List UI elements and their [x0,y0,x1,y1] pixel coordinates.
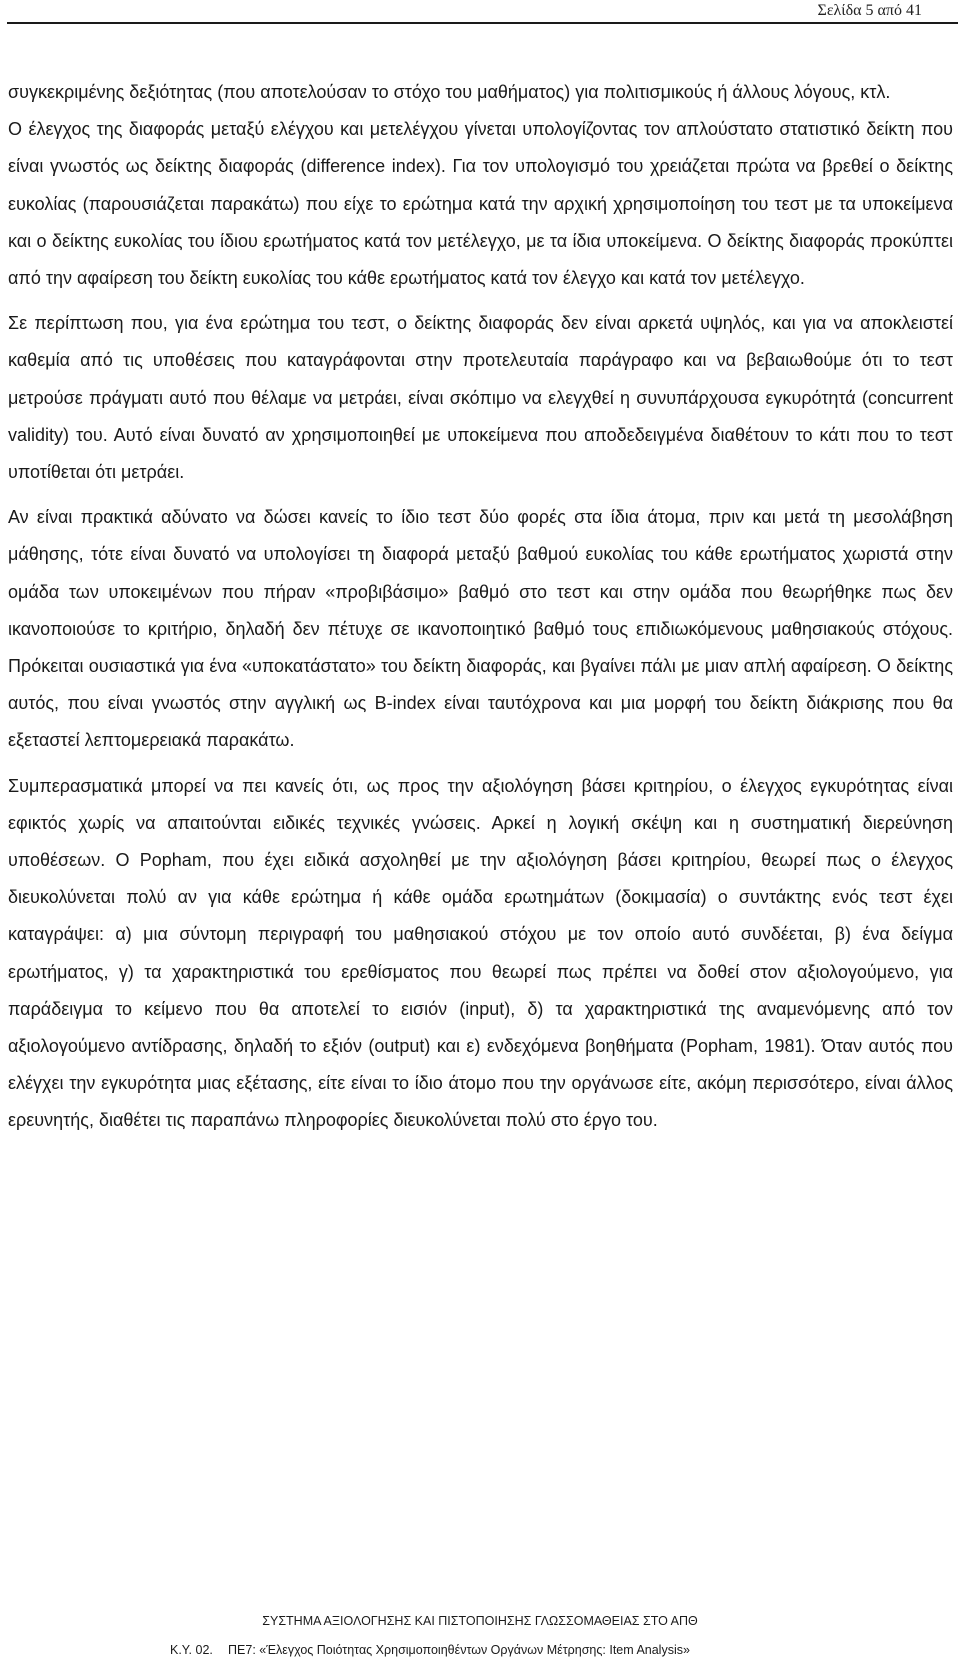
paragraph-conclusion: Συμπερασματικά μπορεί να πει κανείς ότι, ως προς την αξιολόγηση βάσει κριτηρίου, ο έλεγχος εγκυρότητας είναι εφικτός χωρίς να απαιτούνται ειδικές τεχνικές γνώσεις. Αρκεί η λογική σκέψη και η συστηματική διερεύνηση υποθέσεων. Ο Popham, που έχει ειδικά ασχοληθεί με την αξιολόγηση βάσει κριτηρίου, θεωρεί πως ο έλεγχος διευκολύνεται πολύ αν για κάθε ερώτημα ή κάθε ομάδα ερωτημάτων (δοκιμασία) ο συντάκτης ενός τεστ έχει καταγράψει: α) μια σύντομη περιγραφή του μαθησιακού στόχου με τον οποίο αυτό συνδέεται, β) ένα δείγμα ερωτήματος, γ) τα χαρακτηριστικά του ερεθίσματος που θεωρεί πως πρέπει να δοθεί στον αξιολογούμενο, για παράδειγμα το κείμενο που θα αποτελεί το εισιόν (input), δ) τα χαρακτηριστικά της αναμενόμενης από τον αξιολογούμενο αντίδρασης, δηλαδή το εξιόν (output) και ε) ενδεχόμενα βοηθήματα (Popham, 1981). Όταν αυτός που ελέγχει την εγκυρότητα μιας εξέτασης, είτε είναι το ίδιο άτομο που την οργάνωσε είτε, ακόμη περισσότερο, είναι άλλος ερευνητής, διαθέτει τις παραπάνω πληροφορίες διευκολύνεται πολύ στο έργο του. [8,775,953,1131]
footer-subject: ΠΕ7: «Έλεγχος Ποιότητας Χρησιμοποιηθέντων Οργάνων Μέτρησης: Item Analysis» [228,1643,690,1657]
paragraph-continuation: συγκεκριμένης δεξιότητας (που αποτελούσαν το στόχο του μαθήματος) για πολιτισμικούς ή άλλους λόγους, κτλ. [8,82,891,102]
page-header [0,0,960,24]
header-rule [7,22,958,24]
paragraph-difference-index: Ο έλεγχος της διαφοράς μεταξύ ελέγχου και μετελέγχου γίνεται υπολογίζοντας τον απλούστατο στατιστικό δείκτη που είναι γνωστός ως δείκτης διαφοράς (difference index). Για τον υπολογισμό του χρειάζεται πρώτα να βρεθεί ο δείκτης ευκολίας (παρουσιάζεται παρακάτω) που είχε το ερώτημα κατά την αρχική χρησιμοποίηση του τεστ με τα υποκείμενα και ο δείκτης ευκολίας του ίδιου ερωτήματος κατά τον μετέλεγχο, με τα ίδια υποκείμενα. Ο δείκτης διαφοράς προκύπτει από την αφαίρεση του δείκτη ευκολίας του κάθε ερωτήματος κατά τον έλεγχο και κατά τον μετέλεγχο. [8,119,953,289]
page-number: Σελίδα 5 από 41 [817,2,922,19]
footer-title: ΣΥΣΤΗΜΑ ΑΞΙΟΛΟΓΗΣΗΣ ΚΑΙ ΠΙΣΤΟΠΟΙΗΣΗΣ ΓΛΩΣΣΟΜΑΘΕΙΑΣ ΣΤΟ ΑΠΘ [262,1614,698,1628]
footer-code: Κ.Υ. 02. [170,1643,213,1657]
paragraph-b-index: Αν είναι πρακτικά αδύνατο να δώσει κανείς το ίδιο τεστ δύο φορές στα ίδια άτομα, πριν και μετά τη μεσολάβηση μάθησης, τότε είναι δυνατό να υπολογίσει τη διαφορά μεταξύ βαθμού ευκολίας του κάθε ερωτήματος χωριστά στην ομάδα των υποκειμένων που πήραν «προβιβάσιμο» βαθμό στο τεστ και στην ομάδα που θεωρήθηκε πως δεν ικανοποιούσε το κριτήριο, δηλαδή δεν πέτυχε σε ικανοποιητικό βαθμό τους επιδιωκόμενους μαθησιακούς στόχους. Πρόκειται ουσιαστικά για ένα «υποκατάστατο» του δείκτη διαφοράς, και βγαίνει πάλι με μιαν απλή αφαίρεση. Ο δείκτης αυτός, που είναι γνωστός στην αγγλική ως B-index είναι ταυτόχρονα και μια μορφή του δείκτη διάκρισης που θα εξεταστεί λεπτομερειακά παρακάτω. [8,507,953,751]
paragraph-concurrent-validity: Σε περίπτωση που, για ένα ερώτημα του τεστ, ο δείκτης διαφοράς δεν είναι αρκετά υψηλός, και για να αποκλειστεί καθεμία από τις υποθέσεις που καταγράφονται στην προτελευταία παράγραφο και να βεβαιωθούμε ότι το τεστ μετρούσε πράγματι αυτό που θέλαμε να μετράει, είναι σκόπιμο να ελεγχθεί η συνυπάρχουσα εγκυρότητά (concurrent validity) του. Αυτό είναι δυνατό αν χρησιμοποιηθεί με υποκείμενα που αποδεδειγμένα διαθέτουν το κάτι που το τεστ υποτίθεται ότι μετράει. [8,313,953,483]
document-body [8,74,953,1148]
